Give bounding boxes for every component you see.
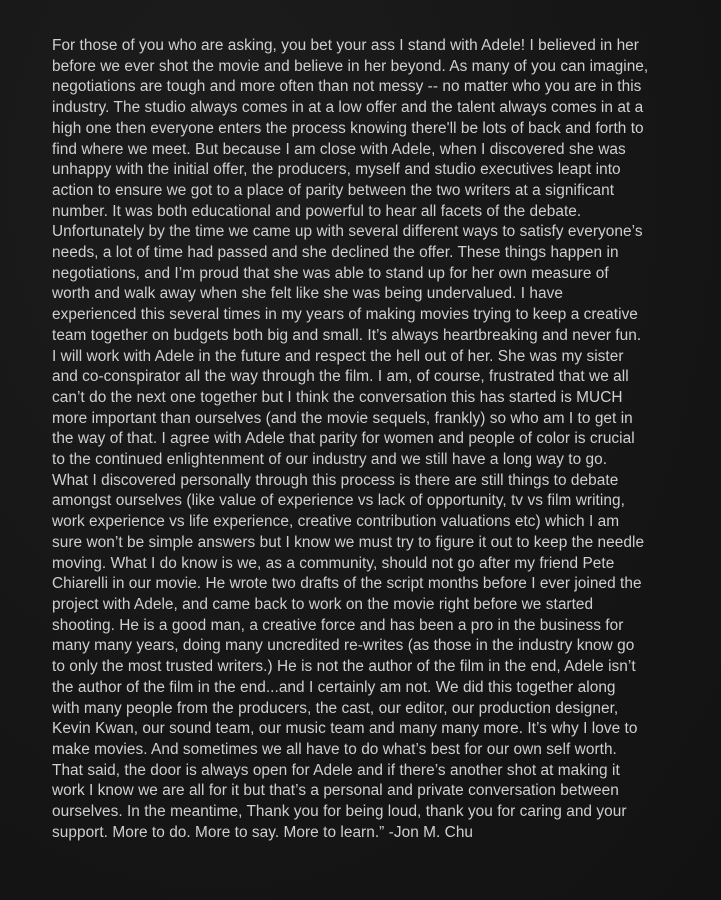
- statement-text: For those of you who are asking, you bet your ass I stand with Adele! I believed in her before we ever shot the movie and believe in her beyond. As many of you can imagine, negotiations are tough and more often than not messy -- no matter who you are in this industry. The studio always comes in at a low offer and the talent always comes in at a high one then everyone enters the process knowing there'll be lots of back and forth to find where we meet. But because I am close with Adele, when I discovered she was unhappy with the initial offer, the producers, myself and studio executives leapt into action to ensure we got to a place of parity between the two writers at a significant number. It was both educational and powerful to hear all facets of the debate. Unfortunately by the time we came up with several different ways to satisfy everyone’s needs, a lot of time had passed and she declined the offer. These things happen in negotiations, and I’m proud that she was able to stand up for her own measure of worth and walk away when she felt like she was being undervalued. I have experienced this several times in my years of making movies trying to keep a creative team together on budgets both big and small. It’s always heartbreaking and never fun. I will work with Adele in the future and respect the hell out of her. She was my sister and co-conspirator all the way through the film. I am, of course, frustrated that we all can’t do the next one together but I think the conversation this has started is MUCH more important than ourselves (and the movie sequels, frankly) so who am I to get in the way of that. I agree with Adele that parity for women and people of color is crucial to the continued enlightenment of our industry and we still have a long way to go. What I discovered personally through this process is there are still things to debate amongst ourselves (like value of experience vs lack of opportunity, tv vs film writing, work experience vs life experience, creative contribution valuations etc) which I am sure won’t be simple answers but I know we must try to figure it out to keep the needle moving. What I do know is we, as a community, should not go after my friend Pete Chiarelli in our movie. He wrote two drafts of the script months before I ever joined the project with Adele, and came back to work on the movie right before we started shooting. He is a good man, a creative force and has been a pro in the business for many many years, doing many uncredited re-writes (as those in the industry know go to only the most trusted writers.) He is not the author of the film in the end, Adele isn’t the author of the film in the end...and I certainly am not. We did this together along with many people from the producers, the cast, our editor, our production designer, Kevin Kwan, our sound team, our music team and many many more. It’s why I love to make movies. And sometimes we all have to do what’s best for our own self worth. That said, the door is always open for Adele and if there’s another shot at making it work I know we are all for it but that’s a personal and private conversation between ourselves. In the meantime, Thank you for being loud, thank you for caring and your support. More to do. More to say. More to learn.” -Jon M. Chu: [52, 37, 649, 841]
